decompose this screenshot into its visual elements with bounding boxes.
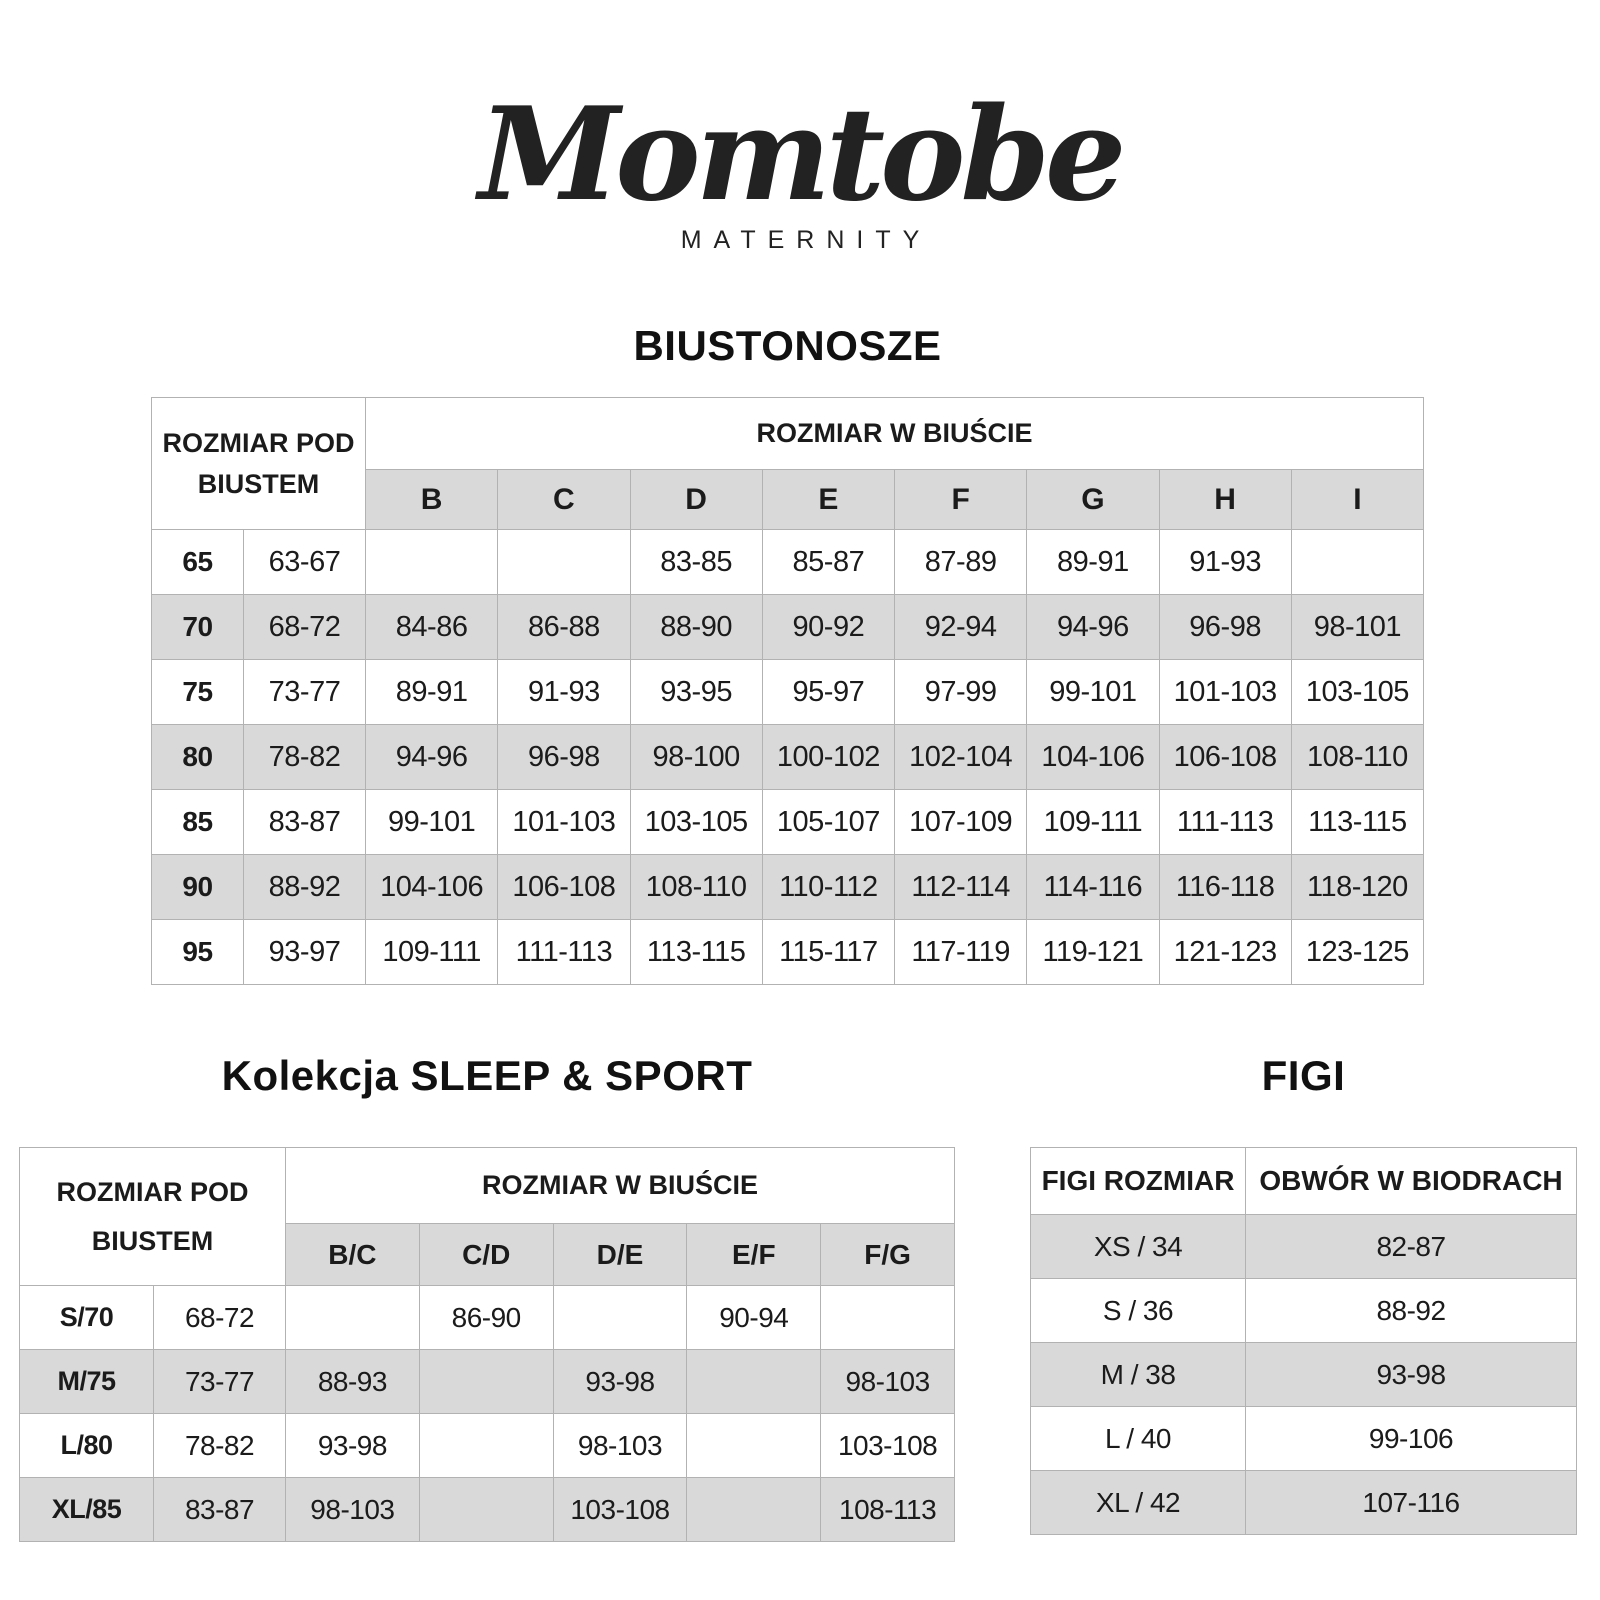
measurement-cell: 91-93 — [1159, 530, 1291, 595]
table-row — [20, 1350, 955, 1414]
measurement-cell: 117-119 — [895, 920, 1027, 985]
size-cell: 65 — [152, 530, 244, 595]
table-row — [1031, 1407, 1577, 1471]
underbust-cell: 88-92 — [244, 855, 366, 920]
measurement-cell: 104-106 — [1027, 725, 1159, 790]
bras-table-body — [152, 530, 1424, 985]
measurement-cell: 96-98 — [1159, 595, 1291, 660]
underbust-cell: 73-77 — [244, 660, 366, 725]
brand-subtitle: MATERNITY — [680, 226, 932, 255]
measurement-cell — [419, 1350, 553, 1414]
cup-column-header: C/D — [419, 1224, 553, 1286]
measurement-cell: 92-94 — [895, 595, 1027, 660]
size-cell: 95 — [152, 920, 244, 985]
brand-logo: Momtobe — [478, 80, 1122, 230]
measurement-cell: 88-90 — [630, 595, 762, 660]
measurement-cell: 98-101 — [1291, 595, 1423, 660]
measurement-cell: 100-102 — [762, 725, 894, 790]
measurement-cell: 105-107 — [762, 790, 894, 855]
measurement-cell: 111-113 — [1159, 790, 1291, 855]
measurement-cell: 93-98 — [286, 1414, 420, 1478]
sleep-sport-header-row — [20, 1148, 955, 1224]
bras-section-title: BIUSTONOSZE — [633, 322, 942, 369]
measurement-cell: 98-103 — [553, 1414, 687, 1478]
size-cell: L/80 — [20, 1414, 154, 1478]
bras-header-row — [152, 398, 1424, 470]
measurement-cell — [419, 1478, 553, 1542]
measurement-cell: 111-113 — [498, 920, 630, 985]
measurement-cell: 83-85 — [630, 530, 762, 595]
table-row — [152, 725, 1424, 790]
table-row — [1031, 1343, 1577, 1407]
size-cell: 75 — [152, 660, 244, 725]
measurement-cell — [687, 1478, 821, 1542]
hips-cell: 107-116 — [1246, 1471, 1577, 1535]
underbust-cell: 73-77 — [154, 1350, 286, 1414]
hips-cell: 88-92 — [1246, 1279, 1577, 1343]
measurement-cell: 99-101 — [366, 790, 498, 855]
underbust-cell: 68-72 — [154, 1286, 286, 1350]
cup-column-header: F — [895, 470, 1027, 530]
table-row — [152, 790, 1424, 855]
measurement-cell: 108-113 — [821, 1478, 955, 1542]
sleep-sport-section-title: Kolekcja SLEEP & SPORT — [221, 1052, 753, 1099]
size-cell: S / 36 — [1031, 1279, 1246, 1343]
cup-column-header: C — [498, 470, 630, 530]
measurement-cell: 95-97 — [762, 660, 894, 725]
measurement-cell: 89-91 — [1027, 530, 1159, 595]
measurement-cell: 89-91 — [366, 660, 498, 725]
panties-section-title: FIGI — [1261, 1052, 1346, 1099]
measurement-cell: 85-87 — [762, 530, 894, 595]
measurement-cell: 115-117 — [762, 920, 894, 985]
underbust-cell: 83-87 — [154, 1478, 286, 1542]
cup-column-header: G — [1027, 470, 1159, 530]
measurement-cell: 88-93 — [286, 1350, 420, 1414]
size-cell: 85 — [152, 790, 244, 855]
measurement-cell: 102-104 — [895, 725, 1027, 790]
measurement-cell: 109-111 — [366, 920, 498, 985]
cup-column-header: F/G — [821, 1224, 955, 1286]
cup-column-header: B — [366, 470, 498, 530]
measurement-cell — [821, 1286, 955, 1350]
brand-header — [0, 80, 1600, 255]
measurement-cell: 93-98 — [553, 1350, 687, 1414]
underbust-cell: 93-97 — [244, 920, 366, 985]
underbust-cell: 63-67 — [244, 530, 366, 595]
measurement-cell: 110-112 — [762, 855, 894, 920]
measurement-cell — [419, 1414, 553, 1478]
table-row — [1031, 1215, 1577, 1279]
measurement-cell — [498, 530, 630, 595]
cup-column-header: E/F — [687, 1224, 821, 1286]
size-cell: XS / 34 — [1031, 1215, 1246, 1279]
panties-size-table — [1030, 1147, 1577, 1535]
measurement-cell: 106-108 — [498, 855, 630, 920]
measurement-cell: 103-108 — [821, 1414, 955, 1478]
measurement-cell: 98-103 — [821, 1350, 955, 1414]
measurement-cell: 101-103 — [498, 790, 630, 855]
measurement-cell: 112-114 — [895, 855, 1027, 920]
measurement-cell: 104-106 — [366, 855, 498, 920]
underbust-cell: 83-87 — [244, 790, 366, 855]
table-row — [1031, 1279, 1577, 1343]
measurement-cell: 109-111 — [1027, 790, 1159, 855]
cup-column-header: D — [630, 470, 762, 530]
table-row — [20, 1414, 955, 1478]
sleep-sport-band-header: ROZMIAR W BIUŚCIE — [286, 1148, 955, 1224]
table-row — [152, 530, 1424, 595]
measurement-cell: 103-108 — [553, 1478, 687, 1542]
measurement-cell: 86-88 — [498, 595, 630, 660]
size-cell: M / 38 — [1031, 1343, 1246, 1407]
measurement-cell: 106-108 — [1159, 725, 1291, 790]
measurement-cell — [687, 1350, 821, 1414]
sleep-sport-size-table — [19, 1147, 955, 1542]
table-row — [152, 855, 1424, 920]
measurement-cell: 103-105 — [630, 790, 762, 855]
measurement-cell: 103-105 — [1291, 660, 1423, 725]
measurement-cell: 121-123 — [1159, 920, 1291, 985]
measurement-cell: 84-86 — [366, 595, 498, 660]
measurement-cell: 96-98 — [498, 725, 630, 790]
measurement-cell — [687, 1414, 821, 1478]
panties-header-row — [1031, 1148, 1577, 1215]
size-cell: 80 — [152, 725, 244, 790]
sleep-sport-corner-header: ROZMIAR POD BIUSTEM — [20, 1148, 286, 1286]
measurement-cell: 90-94 — [687, 1286, 821, 1350]
measurement-cell: 98-100 — [630, 725, 762, 790]
table-row — [20, 1286, 955, 1350]
measurement-cell: 86-90 — [419, 1286, 553, 1350]
size-cell: 70 — [152, 595, 244, 660]
measurement-cell: 108-110 — [1291, 725, 1423, 790]
measurement-cell: 90-92 — [762, 595, 894, 660]
measurement-cell: 119-121 — [1027, 920, 1159, 985]
table-row — [20, 1478, 955, 1542]
panties-size-header: FIGI ROZMIAR — [1031, 1148, 1246, 1215]
measurement-cell — [553, 1286, 687, 1350]
size-cell: 90 — [152, 855, 244, 920]
measurement-cell: 113-115 — [1291, 790, 1423, 855]
cup-column-header: D/E — [553, 1224, 687, 1286]
measurement-cell: 101-103 — [1159, 660, 1291, 725]
hips-cell: 82-87 — [1246, 1215, 1577, 1279]
measurement-cell — [1291, 530, 1423, 595]
size-cell: M/75 — [20, 1350, 154, 1414]
panties-hips-header: OBWÓR W BIODRACH — [1246, 1148, 1577, 1215]
measurement-cell: 94-96 — [366, 725, 498, 790]
hips-cell: 93-98 — [1246, 1343, 1577, 1407]
size-cell: XL / 42 — [1031, 1471, 1246, 1535]
table-row — [152, 595, 1424, 660]
measurement-cell: 99-101 — [1027, 660, 1159, 725]
table-row — [152, 660, 1424, 725]
measurement-cell: 93-95 — [630, 660, 762, 725]
bras-band-header: ROZMIAR W BIUŚCIE — [366, 398, 1424, 470]
measurement-cell: 113-115 — [630, 920, 762, 985]
cup-column-header: E — [762, 470, 894, 530]
size-cell: XL/85 — [20, 1478, 154, 1542]
table-row — [1031, 1471, 1577, 1535]
measurement-cell: 116-118 — [1159, 855, 1291, 920]
bras-corner-header: ROZMIAR POD BIUSTEM — [152, 398, 366, 530]
panties-table-body — [1031, 1215, 1577, 1535]
size-cell: S/70 — [20, 1286, 154, 1350]
underbust-cell: 78-82 — [154, 1414, 286, 1478]
measurement-cell: 94-96 — [1027, 595, 1159, 660]
measurement-cell: 98-103 — [286, 1478, 420, 1542]
bras-size-table — [151, 397, 1424, 985]
underbust-cell: 78-82 — [244, 725, 366, 790]
measurement-cell: 91-93 — [498, 660, 630, 725]
measurement-cell: 118-120 — [1291, 855, 1423, 920]
measurement-cell — [286, 1286, 420, 1350]
measurement-cell: 87-89 — [895, 530, 1027, 595]
cup-column-header: H — [1159, 470, 1291, 530]
measurement-cell: 123-125 — [1291, 920, 1423, 985]
hips-cell: 99-106 — [1246, 1407, 1577, 1471]
cup-column-header: I — [1291, 470, 1423, 530]
cup-column-header: B/C — [286, 1224, 420, 1286]
measurement-cell: 107-109 — [895, 790, 1027, 855]
measurement-cell: 97-99 — [895, 660, 1027, 725]
sleep-sport-table-body — [20, 1286, 955, 1542]
measurement-cell: 108-110 — [630, 855, 762, 920]
size-cell: L / 40 — [1031, 1407, 1246, 1471]
measurement-cell: 114-116 — [1027, 855, 1159, 920]
underbust-cell: 68-72 — [244, 595, 366, 660]
measurement-cell — [366, 530, 498, 595]
table-row — [152, 920, 1424, 985]
